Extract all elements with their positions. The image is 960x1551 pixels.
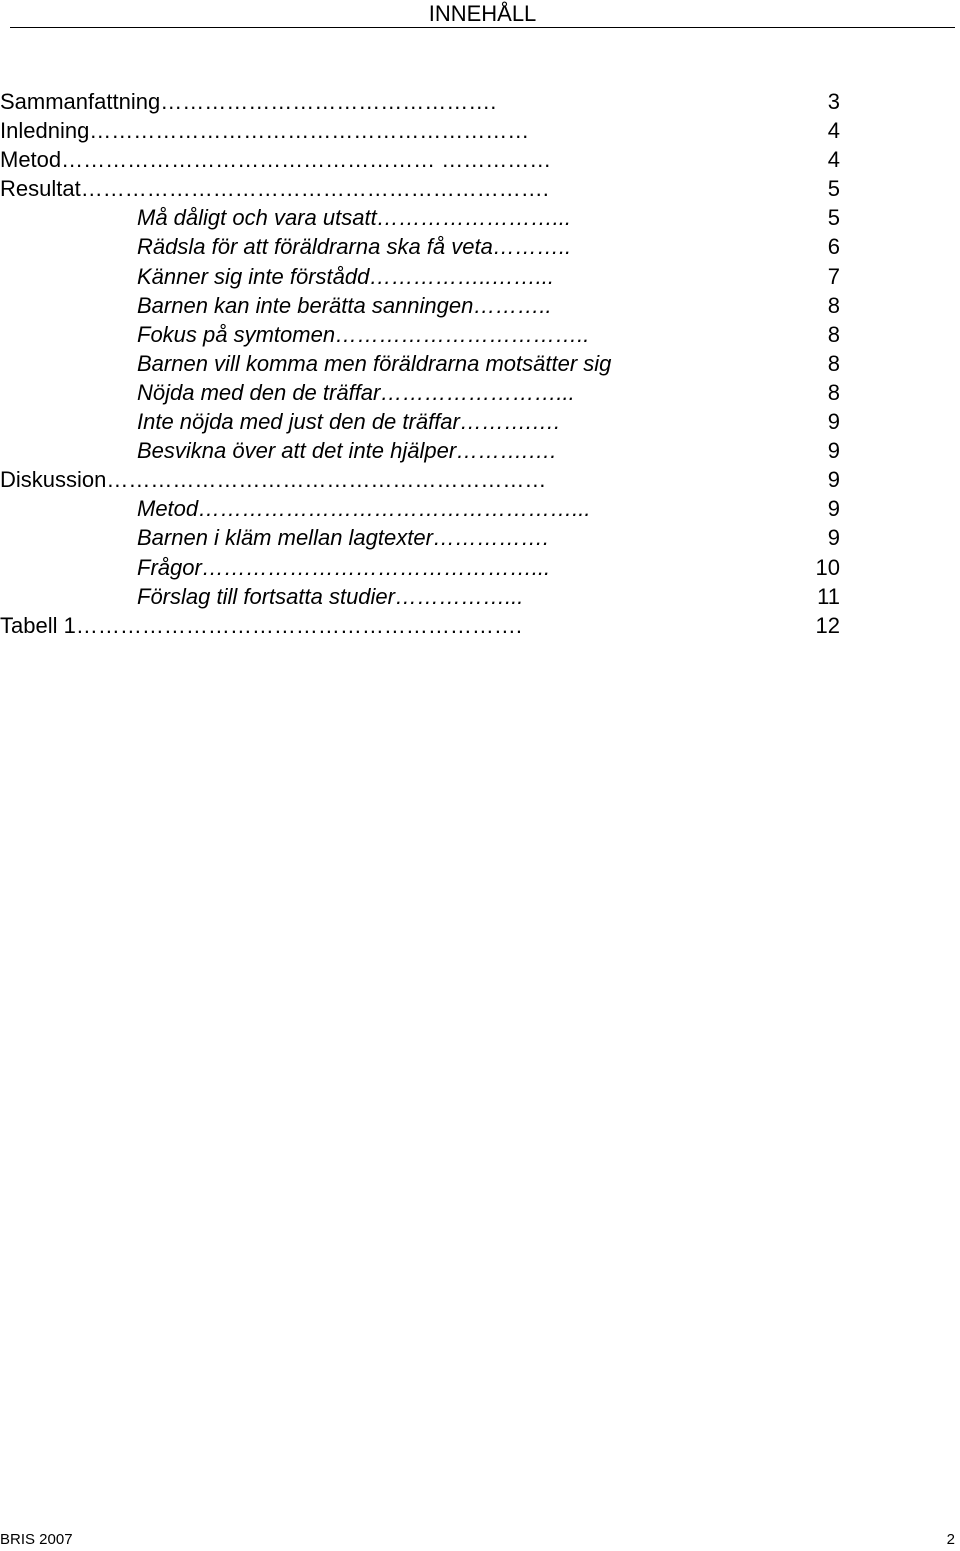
toc-entry bbox=[0, 320, 960, 349]
toc-entry-page-number: 10 bbox=[815, 554, 840, 580]
toc-entry bbox=[0, 145, 960, 174]
toc-entry bbox=[0, 465, 960, 494]
toc-entry bbox=[0, 349, 960, 378]
footer-page-number: 2 bbox=[946, 1531, 955, 1548]
toc-entry bbox=[0, 407, 960, 436]
toc-entry-label: Sammanfattning………………………………………. bbox=[0, 89, 497, 114]
toc-entry-page-number: 6 bbox=[827, 234, 840, 260]
toc-entry bbox=[0, 291, 960, 320]
toc-entry-page-number: 9 bbox=[827, 525, 840, 551]
toc-entry-label: Nöjda med den de träffar……………………... bbox=[137, 379, 575, 405]
toc-entry-label: Metod……………………………………………... bbox=[137, 496, 591, 522]
toc-entry-page-number: 4 bbox=[827, 147, 840, 173]
toc-entry-page-number: 9 bbox=[827, 467, 840, 493]
footer-organization-year: BRIS 2007 bbox=[0, 1531, 73, 1548]
toc-entry-label: Frågor………………………………………... bbox=[137, 554, 551, 580]
toc-entry-page-number: 11 bbox=[817, 583, 840, 609]
toc-entry bbox=[0, 523, 960, 552]
toc-entry-label: Diskussion…………………………………………………… bbox=[0, 467, 547, 493]
toc-entry-page-number: 8 bbox=[827, 321, 840, 347]
toc-entry-page-number: 3 bbox=[827, 89, 840, 114]
page-title: INNEHÅLL bbox=[10, 0, 955, 28]
toc-entry bbox=[0, 87, 960, 116]
toc-entry-page-number: 9 bbox=[827, 496, 840, 522]
toc-entry-page-number: 8 bbox=[827, 379, 840, 405]
toc-entry-label: Barnen vill komma men föräldrarna motsätter sig bbox=[137, 350, 612, 376]
toc-entry-page-number: 5 bbox=[827, 176, 840, 202]
toc-entry-label: Inte nöjda med just den de träffar……….…. bbox=[137, 409, 561, 435]
toc-entry bbox=[0, 611, 960, 640]
toc-entry-page-number: 8 bbox=[827, 350, 840, 376]
toc-entry bbox=[0, 116, 960, 145]
toc-entry-label: Barnen kan inte berätta sanningen……….. bbox=[137, 292, 552, 318]
toc-entry-label: Känner sig inte förstådd……………..……... bbox=[137, 263, 554, 289]
toc-entry bbox=[0, 174, 960, 203]
toc-entry-page-number: 7 bbox=[827, 263, 840, 289]
toc-entry-page-number: 5 bbox=[827, 205, 840, 231]
toc-entry-label: Metod…………………………………………… …………… bbox=[0, 147, 552, 173]
toc-entry-label: Tabell 1……………………………………………………. bbox=[0, 612, 522, 638]
toc-entry-label: Må dåligt och vara utsatt……………………... bbox=[137, 205, 572, 231]
toc-entry-page-number: 4 bbox=[827, 118, 840, 144]
toc-entry bbox=[0, 494, 960, 523]
toc-entry-label: Fokus på symtomen…………………………….. bbox=[137, 321, 590, 347]
toc-entry-label: Rädsla för att föräldrarna ska få veta……….. bbox=[137, 234, 572, 260]
toc-entry bbox=[0, 553, 960, 582]
toc-entry-page-number: 8 bbox=[827, 292, 840, 318]
toc-entry-label: Förslag till fortsatta studier……………... bbox=[137, 583, 524, 609]
toc-entry-label: Barnen i kläm mellan lagtexter……………. bbox=[137, 525, 550, 551]
toc-entry bbox=[0, 436, 960, 465]
toc-entry bbox=[0, 232, 960, 261]
toc-entry bbox=[0, 582, 960, 611]
toc-entry-page-number: 12 bbox=[815, 612, 840, 638]
toc-entry bbox=[0, 378, 960, 407]
toc-entry-label: Besvikna över att det inte hjälper……….…. bbox=[137, 438, 557, 464]
toc-entry-label: Resultat………………………………………………………. bbox=[0, 176, 549, 202]
toc-entry-page-number: 9 bbox=[827, 438, 840, 464]
toc-entry-label: Inledning…………………………………………………… bbox=[0, 118, 530, 144]
toc-entry-page-number: 9 bbox=[827, 409, 840, 435]
toc-entry bbox=[0, 262, 960, 291]
toc-entry bbox=[0, 203, 960, 232]
table-of-contents bbox=[0, 87, 960, 640]
